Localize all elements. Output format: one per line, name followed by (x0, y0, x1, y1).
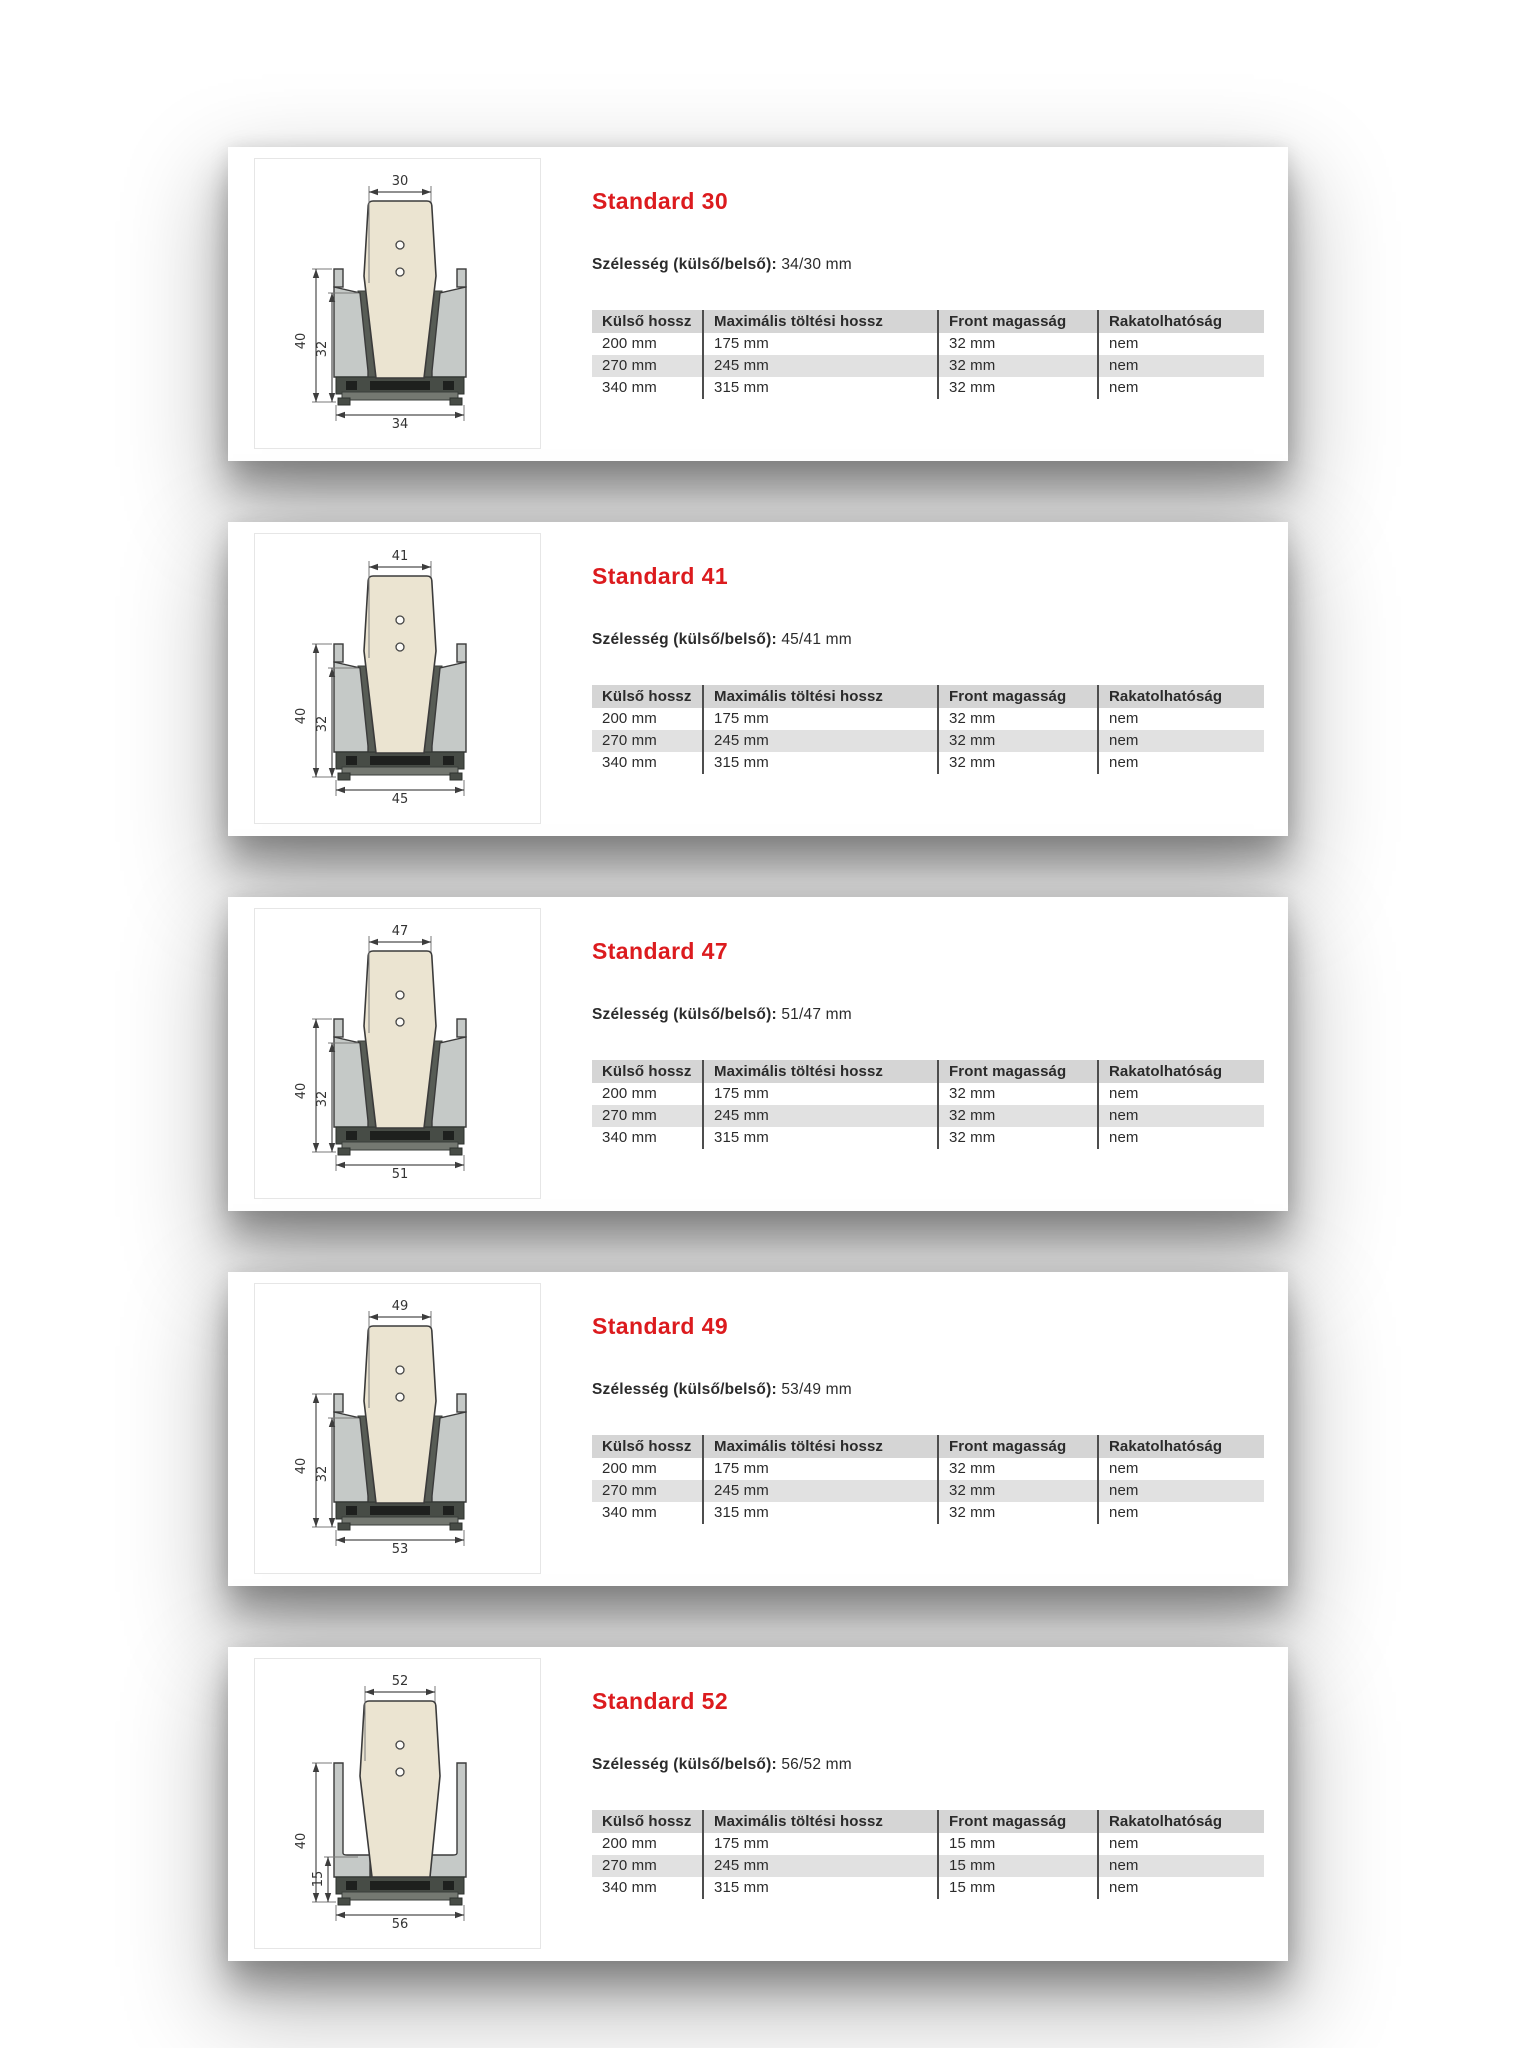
cell-max-fill-length: 245 mm (702, 1855, 937, 1877)
left-bracket-tab (334, 269, 343, 287)
cell-stackability: nem (1097, 333, 1264, 355)
arrowhead (336, 1537, 345, 1543)
base-foot-left (338, 398, 350, 405)
panel-hole (396, 1768, 404, 1776)
outer-height-label: 40 (293, 1457, 309, 1475)
cell-front-height: 32 mm (937, 1502, 1097, 1524)
arrowhead (312, 768, 318, 777)
profile-cross-section-drawing (254, 533, 541, 824)
card-title: Standard 52 (592, 1688, 729, 1714)
cell-front-height: 32 mm (937, 708, 1097, 730)
cell-stackability: nem (1097, 1877, 1264, 1899)
cell-stackability: nem (1097, 377, 1264, 399)
card-content (592, 937, 1264, 1149)
arrowhead (312, 1143, 318, 1152)
arrowhead (312, 1019, 318, 1028)
arrowhead (422, 564, 431, 570)
inner-height-label: 32 (314, 715, 330, 733)
outer-height-label: 40 (293, 1082, 309, 1100)
product-card (228, 1647, 1288, 1961)
panel-hole (396, 241, 404, 249)
spec-table (592, 1435, 1264, 1524)
cell-max-fill-length: 175 mm (702, 1833, 937, 1855)
panel-hole (396, 1366, 404, 1374)
top-width-label: 52 (391, 1674, 408, 1689)
width-spec-label: Szélesség (külső/belső): (592, 1006, 777, 1023)
cell-stackability: nem (1097, 730, 1264, 752)
wood-panel (364, 201, 436, 378)
arrowhead (328, 393, 334, 402)
cell-max-fill-length: 245 mm (702, 1105, 937, 1127)
cell-stackability: nem (1097, 1458, 1264, 1480)
base-slot (370, 381, 430, 390)
cell-front-height: 32 mm (937, 355, 1097, 377)
cell-outer-length: 200 mm (602, 1460, 657, 1477)
arrowhead (336, 787, 345, 793)
panel-hole (396, 1018, 404, 1026)
width-spec-label: Szélesség (külső/belső): (592, 631, 777, 648)
width-spec-label: Szélesség (külső/belső): (592, 1381, 777, 1398)
top-width-label: 47 (391, 924, 408, 939)
outer-height-label: 40 (293, 707, 309, 725)
base-plate (342, 1517, 458, 1525)
profile-cross-section-drawing (254, 1658, 541, 1949)
col-header-max-fill-length: Maximális töltési hossz (702, 310, 937, 333)
cell-front-height: 32 mm (937, 377, 1097, 399)
cell-stackability: nem (1097, 1127, 1264, 1149)
card-title: Standard 30 (592, 188, 729, 214)
cell-outer-length: 340 mm (602, 1504, 657, 1521)
right-bracket-tab (457, 269, 466, 287)
cell-outer-length: 200 mm (602, 710, 657, 727)
base-bolt-left (346, 1506, 357, 1515)
cell-max-fill-length: 175 mm (702, 333, 937, 355)
arrowhead (336, 1162, 345, 1168)
width-spec-label: Szélesség (külső/belső): (592, 1756, 777, 1773)
base-bolt-right (443, 381, 454, 390)
base-bolt-right (443, 1506, 454, 1515)
arrowhead (312, 269, 318, 278)
arrowhead (455, 412, 464, 418)
cell-front-height: 15 mm (937, 1877, 1097, 1899)
base-plate (342, 392, 458, 400)
cell-outer-length: 340 mm (602, 379, 657, 396)
cell-max-fill-length: 245 mm (702, 1480, 937, 1502)
col-header-front-height: Front magasság (937, 310, 1097, 333)
arrowhead (312, 1893, 318, 1902)
width-spec-line (592, 1380, 1264, 1399)
arrowhead (328, 1518, 334, 1527)
bottom-width-label: 34 (391, 417, 408, 432)
base-bolt-left (346, 1881, 357, 1890)
profile-cross-section-drawing (254, 158, 541, 449)
panel-hole (396, 643, 404, 651)
cell-max-fill-length: 175 mm (702, 1458, 937, 1480)
base-foot-left (338, 1523, 350, 1530)
width-spec-label: Szélesség (külső/belső): (592, 256, 777, 273)
width-spec-value: 56/52 mm (781, 1756, 852, 1773)
inner-height-label: 15 (310, 1870, 326, 1888)
base-foot-left (338, 773, 350, 780)
col-header-stackability: Rakatolhatóság (1097, 310, 1264, 333)
base-slot (370, 756, 430, 765)
base-foot-right (450, 773, 462, 780)
col-header-outer-length: Külső hossz (592, 1810, 702, 1833)
card-content (592, 562, 1264, 774)
spec-table (592, 1810, 1264, 1899)
cell-stackability: nem (1097, 1502, 1264, 1524)
bottom-width-label: 53 (391, 1542, 408, 1557)
bottom-width-label: 45 (391, 792, 408, 807)
cell-max-fill-length: 315 mm (702, 377, 937, 399)
cell-max-fill-length: 175 mm (702, 708, 937, 730)
col-header-max-fill-length: Maximális töltési hossz (702, 685, 937, 708)
arrowhead (312, 1518, 318, 1527)
left-bracket-tab (334, 1394, 343, 1412)
arrowhead (312, 644, 318, 653)
base-plate (342, 767, 458, 775)
cell-outer-length: 200 mm (602, 1085, 657, 1102)
arrowhead (312, 1763, 318, 1772)
cell-outer-length: 340 mm (602, 1879, 657, 1896)
col-header-max-fill-length: Maximális töltési hossz (702, 1060, 937, 1083)
col-header-stackability: Rakatolhatóság (1097, 685, 1264, 708)
panel-hole (396, 268, 404, 276)
base-foot-left (338, 1148, 350, 1155)
width-spec-value: 53/49 mm (781, 1381, 852, 1398)
width-spec-value: 45/41 mm (781, 631, 852, 648)
cell-stackability: nem (1097, 1105, 1264, 1127)
arrowhead (455, 1162, 464, 1168)
wood-panel (364, 951, 436, 1128)
col-header-front-height: Front magasság (937, 1060, 1097, 1083)
cell-outer-length: 270 mm (592, 730, 702, 752)
card-title: Standard 47 (592, 938, 729, 964)
card-content (592, 187, 1264, 399)
technical-drawing-svg: 32 32 47 40 51 (272, 921, 524, 1183)
base-plate (342, 1892, 458, 1900)
cell-outer-length: 200 mm (602, 335, 657, 352)
card-content (592, 1687, 1264, 1899)
product-card (228, 1272, 1288, 1586)
base-bolt-right (443, 1131, 454, 1140)
arrowhead (422, 939, 431, 945)
col-header-stackability: Rakatolhatóság (1097, 1810, 1264, 1833)
top-width-label: 41 (391, 549, 408, 564)
right-bracket-tab (457, 644, 466, 662)
bottom-width-label: 56 (391, 1917, 408, 1932)
top-width-label: 30 (391, 174, 408, 189)
panel-hole (396, 991, 404, 999)
cell-max-fill-length: 315 mm (702, 752, 937, 774)
base-foot-right (450, 1148, 462, 1155)
cell-outer-length: 340 mm (602, 1129, 657, 1146)
wood-panel (360, 1701, 440, 1877)
col-header-outer-length: Külső hossz (592, 685, 702, 708)
col-header-outer-length: Külső hossz (592, 310, 702, 333)
right-bracket-tab (457, 1019, 466, 1037)
card-title: Standard 41 (592, 563, 729, 589)
profile-cross-section-drawing (254, 1283, 541, 1574)
product-card (228, 522, 1288, 836)
cell-max-fill-length: 315 mm (702, 1502, 937, 1524)
outer-height-label: 40 (293, 332, 309, 350)
left-bracket-tab (334, 1019, 343, 1037)
width-spec-line (592, 630, 1264, 649)
arrowhead (336, 1912, 345, 1918)
cell-stackability: nem (1097, 752, 1264, 774)
cell-outer-length: 270 mm (592, 1855, 702, 1877)
left-bracket-tab (334, 644, 343, 662)
cell-max-fill-length: 175 mm (702, 1083, 937, 1105)
bottom-width-label: 51 (391, 1167, 408, 1182)
arrowhead (328, 1143, 334, 1152)
cell-stackability: nem (1097, 355, 1264, 377)
base-bolt-left (346, 381, 357, 390)
arrowhead (455, 787, 464, 793)
arrowhead (455, 1912, 464, 1918)
cell-front-height: 32 mm (937, 730, 1097, 752)
base-slot (370, 1131, 430, 1140)
card-content (592, 1312, 1264, 1524)
cell-stackability: nem (1097, 1833, 1264, 1855)
cell-front-height: 32 mm (937, 1458, 1097, 1480)
arrowhead (324, 1857, 330, 1866)
cell-outer-length: 270 mm (592, 1105, 702, 1127)
base-bolt-left (346, 756, 357, 765)
cell-front-height: 32 mm (937, 1083, 1097, 1105)
cell-stackability: nem (1097, 708, 1264, 730)
cell-outer-length: 200 mm (602, 1835, 657, 1852)
cell-max-fill-length: 315 mm (702, 1127, 937, 1149)
inner-height-label: 32 (314, 1090, 330, 1108)
col-header-outer-length: Külső hossz (592, 1435, 702, 1458)
technical-drawing-svg: 32 32 30 40 34 (272, 171, 524, 433)
right-bracket-tab (457, 1394, 466, 1412)
width-spec-line (592, 1005, 1264, 1024)
top-width-label: 49 (391, 1299, 408, 1314)
cell-front-height: 32 mm (937, 1127, 1097, 1149)
inner-height-label: 32 (314, 1465, 330, 1483)
spec-table (592, 685, 1264, 774)
spec-table (592, 310, 1264, 399)
cell-max-fill-length: 315 mm (702, 1877, 937, 1899)
arrowhead (369, 939, 378, 945)
width-spec-value: 51/47 mm (781, 1006, 852, 1023)
wood-panel (364, 576, 436, 753)
cell-outer-length: 340 mm (602, 754, 657, 771)
base-bolt-right (443, 1881, 454, 1890)
base-foot-left (338, 1898, 350, 1905)
base-slot (370, 1881, 430, 1890)
arrowhead (422, 189, 431, 195)
arrowhead (455, 1537, 464, 1543)
cell-outer-length: 270 mm (592, 1480, 702, 1502)
technical-drawing-svg: 32 32 41 40 45 (272, 546, 524, 808)
col-header-max-fill-length: Maximális töltési hossz (702, 1435, 937, 1458)
panel-hole (396, 1393, 404, 1401)
col-header-front-height: Front magasság (937, 685, 1097, 708)
cell-max-fill-length: 245 mm (702, 355, 937, 377)
base-foot-right (450, 398, 462, 405)
cell-stackability: nem (1097, 1855, 1264, 1877)
panel-hole (396, 616, 404, 624)
panel-hole (396, 1741, 404, 1749)
technical-drawing-svg: 15 15 52 40 56 (272, 1671, 524, 1933)
inner-height-label: 32 (314, 340, 330, 358)
base-foot-right (450, 1898, 462, 1905)
col-header-front-height: Front magasság (937, 1810, 1097, 1833)
wood-panel (364, 1326, 436, 1503)
technical-drawing-svg: 32 32 49 40 53 (272, 1296, 524, 1558)
base-slot (370, 1506, 430, 1515)
col-header-front-height: Front magasság (937, 1435, 1097, 1458)
cell-front-height: 32 mm (937, 333, 1097, 355)
col-header-stackability: Rakatolhatóság (1097, 1435, 1264, 1458)
base-foot-right (450, 1523, 462, 1530)
arrowhead (365, 1689, 374, 1695)
arrowhead (369, 1314, 378, 1320)
arrowhead (422, 1314, 431, 1320)
arrowhead (312, 1394, 318, 1403)
cell-stackability: nem (1097, 1083, 1264, 1105)
width-spec-value: 34/30 mm (781, 256, 852, 273)
cell-front-height: 32 mm (937, 752, 1097, 774)
spec-table (592, 1060, 1264, 1149)
width-spec-line (592, 1755, 1264, 1774)
width-spec-line (592, 255, 1264, 274)
cell-stackability: nem (1097, 1480, 1264, 1502)
base-plate (342, 1142, 458, 1150)
arrowhead (336, 412, 345, 418)
col-header-max-fill-length: Maximális töltési hossz (702, 1810, 937, 1833)
cell-front-height: 32 mm (937, 1480, 1097, 1502)
arrowhead (324, 1893, 330, 1902)
arrowhead (328, 768, 334, 777)
cell-max-fill-length: 245 mm (702, 730, 937, 752)
outer-height-label: 40 (293, 1832, 309, 1850)
col-header-stackability: Rakatolhatóság (1097, 1060, 1264, 1083)
arrowhead (369, 189, 378, 195)
arrowhead (369, 564, 378, 570)
cell-outer-length: 270 mm (592, 355, 702, 377)
cell-front-height: 15 mm (937, 1833, 1097, 1855)
base-bolt-left (346, 1131, 357, 1140)
profile-cross-section-drawing (254, 908, 541, 1199)
arrowhead (312, 393, 318, 402)
product-card (228, 147, 1288, 461)
base-bolt-right (443, 756, 454, 765)
product-card (228, 897, 1288, 1211)
col-header-outer-length: Külső hossz (592, 1060, 702, 1083)
card-title: Standard 49 (592, 1313, 729, 1339)
cell-front-height: 15 mm (937, 1855, 1097, 1877)
cell-front-height: 32 mm (937, 1105, 1097, 1127)
arrowhead (426, 1689, 435, 1695)
